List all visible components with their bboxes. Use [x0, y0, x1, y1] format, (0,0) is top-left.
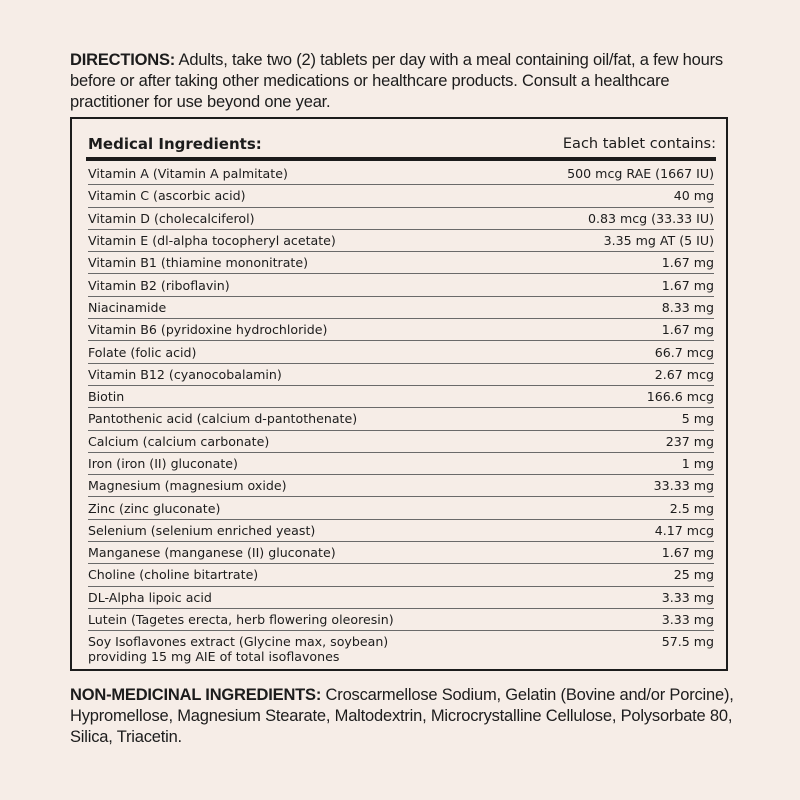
non-medicinal-label: NON-MEDICINAL INGREDIENTS: [70, 686, 322, 704]
ingredient-row [88, 453, 714, 475]
ingredient-row [88, 587, 714, 609]
ingredient-amount: 1.67 mg [661, 322, 714, 338]
ingredient-amount: 2.67 mcg [654, 366, 714, 382]
ingredient-name: Folate (folic acid) [88, 344, 197, 360]
ingredient-row [88, 364, 714, 386]
directions-body: Adults, take two (2) tablets per day with a meal containing oil/fat, a few hours before or after taking other medications or healthcare products. Consult a healthcare practitioner for use beyond one year. [70, 51, 723, 111]
ingredient-name: Vitamin B2 (riboflavin) [88, 277, 230, 293]
ingredient-row [88, 163, 714, 185]
ingredient-row [88, 297, 714, 319]
ingredient-name: Vitamin E (dl-alpha tocopheryl acetate) [88, 233, 336, 249]
ingredient-name: Choline (choline bitartrate) [88, 567, 259, 583]
ingredient-name: Magnesium (magnesium oxide) [88, 478, 287, 494]
ingredient-amount: 5 mg [681, 411, 714, 427]
ingredient-amount: 66.7 mcg [654, 344, 714, 360]
ingredient-amount: 500 mcg RAE (1667 IU) [567, 166, 714, 182]
panel-title: Medical Ingredients: [88, 135, 262, 153]
header-rule [86, 157, 716, 161]
per-tablet-label: Each tablet contains: [562, 136, 716, 152]
ingredient-row [88, 542, 714, 564]
ingredient-name: Pantothenic acid (calcium d-pantothenate) [88, 411, 358, 427]
ingredient-amount: 166.6 mcg [646, 389, 714, 405]
ingredient-name: Calcium (calcium carbonate) [88, 433, 270, 449]
ingredient-name: Vitamin B12 (cyanocobalamin) [88, 366, 282, 382]
ingredient-name: DL-Alpha lipoic acid [88, 589, 212, 605]
ingredient-row [88, 208, 714, 230]
panel-header [88, 131, 716, 157]
non-medicinal-text [70, 685, 734, 748]
ingredient-row [88, 386, 714, 408]
ingredient-name: Manganese (manganese (II) gluconate) [88, 545, 336, 561]
ingredient-name: Zinc (zinc gluconate) [88, 500, 221, 516]
ingredient-amount: 2.5 mg [669, 500, 714, 516]
ingredient-amount: 25 mg [673, 567, 714, 583]
ingredient-row [88, 185, 714, 207]
ingredient-row [88, 631, 714, 671]
ingredient-name: Niacinamide [88, 299, 167, 315]
ingredient-name: Vitamin B1 (thiamine mononitrate) [88, 255, 309, 271]
ingredient-name: Vitamin C (ascorbic acid) [88, 188, 246, 204]
ingredient-name: Biotin [88, 389, 125, 405]
ingredient-amount: 3.33 mg [661, 612, 714, 628]
non-medicinal-body: Croscarmellose Sodium, Gelatin (Bovine and/or Porcine), Hypromellose, Magnesium Stearate, Maltodextrin, Microcrystalline Cellulose, Polysorbate 80, Silica, Triacetin. [70, 686, 734, 746]
ingredient-amount: 237 mg [665, 433, 714, 449]
ingredient-row [88, 319, 714, 341]
ingredient-row [88, 252, 714, 274]
ingredient-name: Vitamin D (cholecalciferol) [88, 210, 255, 226]
ingredient-amount: 1 mg [681, 456, 714, 471]
ingredient-row [88, 609, 714, 631]
ingredient-row [88, 497, 714, 519]
ingredient-amount: 1.67 mg [661, 255, 714, 271]
ingredient-amount: 40 mg [673, 188, 714, 204]
ingredients-panel [70, 117, 728, 671]
ingredient-amount: 4.17 mcg [654, 522, 714, 538]
ingredient-amount: 0.83 mcg (33.33 IU) [587, 210, 714, 226]
directions-text [70, 50, 734, 113]
ingredient-name: Selenium (selenium enriched yeast) [88, 522, 316, 538]
ingredient-row [88, 408, 714, 430]
ingredient-row [88, 520, 714, 542]
ingredient-row [88, 431, 714, 453]
ingredient-list [88, 163, 714, 671]
ingredient-row [88, 341, 714, 363]
ingredient-row [88, 230, 714, 252]
ingredient-name: Vitamin A (Vitamin A palmitate) [88, 166, 288, 182]
ingredient-amount: 33.33 mg [653, 478, 714, 494]
directions-label: DIRECTIONS: [70, 51, 176, 69]
ingredient-name: Vitamin B6 (pyridoxine hydrochloride) [88, 322, 328, 338]
ingredient-name: Soy Isoflavones extract (Glycine max, soybean) providing 15 mg AIE of total isoflavones [88, 634, 389, 665]
ingredient-name: Lutein (Tagetes erecta, herb flowering oleoresin) [88, 612, 394, 628]
ingredient-row [88, 564, 714, 586]
ingredient-name: Iron (iron (II) gluconate) [88, 456, 238, 471]
ingredient-row [88, 274, 714, 296]
ingredient-amount: 1.67 mg [661, 545, 714, 561]
ingredient-row [88, 475, 714, 497]
ingredient-amount: 3.35 mg AT (5 IU) [603, 233, 714, 249]
ingredient-amount: 57.5 mg [661, 634, 714, 650]
ingredient-amount: 1.67 mg [661, 277, 714, 293]
ingredient-amount: 8.33 mg [661, 299, 714, 315]
ingredient-amount: 3.33 mg [661, 589, 714, 605]
